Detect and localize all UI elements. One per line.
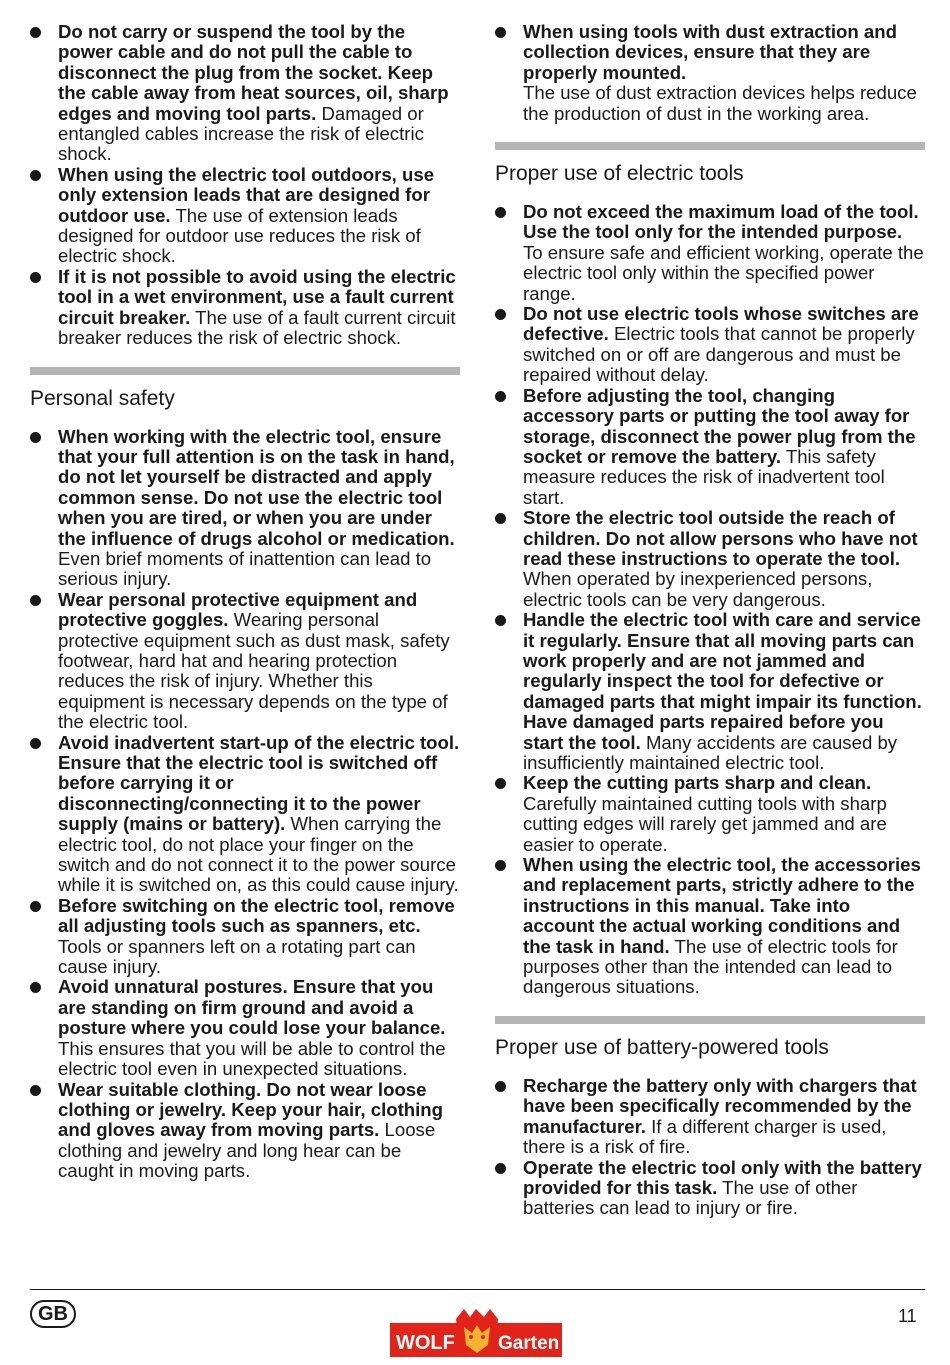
proper-use-section bbox=[495, 142, 925, 998]
battery-use-list bbox=[495, 1076, 925, 1219]
list-item: Before switching on the electric tool, remove all adjusting tools such as spanners, etc. Tools or spanners left on a rotating part can cause injury. bbox=[30, 896, 460, 978]
personal-safety-section bbox=[30, 367, 460, 1182]
footer-divider bbox=[30, 1289, 925, 1290]
battery-use-section bbox=[495, 1016, 925, 1219]
section-heading: Proper use of electric tools bbox=[495, 162, 744, 186]
proper-use-list bbox=[495, 202, 925, 998]
list-item: Wear suitable clothing. Do not wear loose clothing or jewelry. Keep your hair, clothing and gloves away from moving parts. Loose clothing and jewelry and long hear can be caught in moving parts. bbox=[30, 1080, 460, 1182]
list-item: Operate the electric tool only with the battery provided for this task. The use of other batteries can lead to injury or fire. bbox=[495, 1158, 925, 1219]
logo-wolf-text: WOLF bbox=[396, 1332, 455, 1354]
list-item: When using the electric tool, the accessories and replacement parts, strictly adhere to the instructions in this manual. Take into account the actual working conditions and the task in hand. The use of electric tools for purposes other than the intended can lead to dangerous situations. bbox=[495, 855, 925, 998]
section-heading: Proper use of battery-powered tools bbox=[495, 1035, 829, 1059]
left-top-list bbox=[30, 22, 460, 349]
list-item: Keep the cutting parts sharp and clean. Carefully maintained cutting tools with sharp cutting edges will rarely get jammed and are easier to operate. bbox=[495, 773, 925, 855]
list-item: Handle the electric tool with care and service it regularly. Ensure that all moving parts can work properly and are not jammed and regularly inspect the tool for defective or damaged parts that might impair its function. Have damaged parts repaired before you start the tool. Many accidents are caused by insufficiently maintained electric tool. bbox=[495, 610, 925, 773]
page-number: 11 bbox=[898, 1306, 917, 1326]
personal-safety-list bbox=[30, 427, 460, 1182]
list-item: Do not carry or suspend the tool by the power cable and do not pull the cable to disconnect the plug from the socket. Keep the cable away from heat sources, oil, sharp edges and moving tool parts. Damaged or entangled cables increase the risk of electric shock. bbox=[30, 22, 460, 165]
list-item: Do not use electric tools whose switches are defective. Electric tools that cannot be properly switched on or off are dangerous and must be repaired without delay. bbox=[495, 304, 925, 386]
list-item: Do not exceed the maximum load of the tool. Use the tool only for the intended purpose. To ensure safe and efficient working, operate the electric tool only within the specified power range. bbox=[495, 202, 925, 304]
right-top-list bbox=[495, 22, 925, 124]
left-column bbox=[30, 22, 460, 1182]
section-divider bbox=[495, 142, 925, 150]
section-divider bbox=[495, 1016, 925, 1024]
wolf-garten-logo bbox=[390, 1305, 562, 1361]
right-column bbox=[495, 22, 925, 1219]
list-item: Wear personal protective equipment and protective goggles. Wearing personal protective equipment such as dust mask, safety footwear, hard hat and hearing protection reduces the risk of injury. Whether this equipment is necessary depends on the type of the electric tool. bbox=[30, 590, 460, 733]
list-item: Recharge the battery only with chargers that have been specifically recommended by the manufacturer. If a different charger is used, there is a risk of fire. bbox=[495, 1076, 925, 1158]
list-item: If it is not possible to avoid using the electric tool in a wet environment, use a fault current circuit breaker. The use of a fault current circuit breaker reduces the risk of electric shock. bbox=[30, 267, 460, 349]
section-heading: Personal safety bbox=[30, 386, 175, 410]
language-badge: GB bbox=[30, 1300, 76, 1328]
list-item: Avoid inadvertent start-up of the electric tool. Ensure that the electric tool is switched off before carrying it or disconnecting/connecting it to the power supply (mains or battery). When carrying the electric tool, do not place your finger on the switch and do not connect it to the power source while it is switched on, as this could cause injury. bbox=[30, 733, 460, 896]
list-item: When using the electric tool outdoors, use only extension leads that are designed for outdoor use. The use of extension leads designed for outdoor use reduces the risk of electric shock. bbox=[30, 165, 460, 267]
wolf-head-icon bbox=[456, 1309, 498, 1357]
list-item: Store the electric tool outside the reach of children. Do not allow persons who have not read these instructions to operate the tool. When operated by inexperienced persons, electric tools can be very dangerous. bbox=[495, 508, 925, 610]
list-item: Before adjusting the tool, changing accessory parts or putting the tool away for storage, disconnect the power plug from the socket or remove the battery. This safety measure reduces the risk of inadvertent tool start. bbox=[495, 386, 925, 508]
list-item: When working with the electric tool, ensure that your full attention is on the task in hand, do not let yourself be distracted and apply common sense. Do not use the electric tool when you are tired, or when you are under the influence of drugs alcohol or medication. Even brief moments of inattention can lead to serious injury. bbox=[30, 427, 460, 590]
logo-garten-text: Garten bbox=[498, 1333, 560, 1354]
list-item: When using tools with dust extraction and collection devices, ensure that they are properly mounted. The use of dust extraction devices helps reduce the production of dust in the working area. bbox=[495, 22, 925, 124]
list-item: Avoid unnatural postures. Ensure that you are standing on firm ground and avoid a posture where you could lose your balance. This ensures that you will be able to control the electric tool even in unexpected situations. bbox=[30, 977, 460, 1079]
section-divider bbox=[30, 367, 460, 375]
